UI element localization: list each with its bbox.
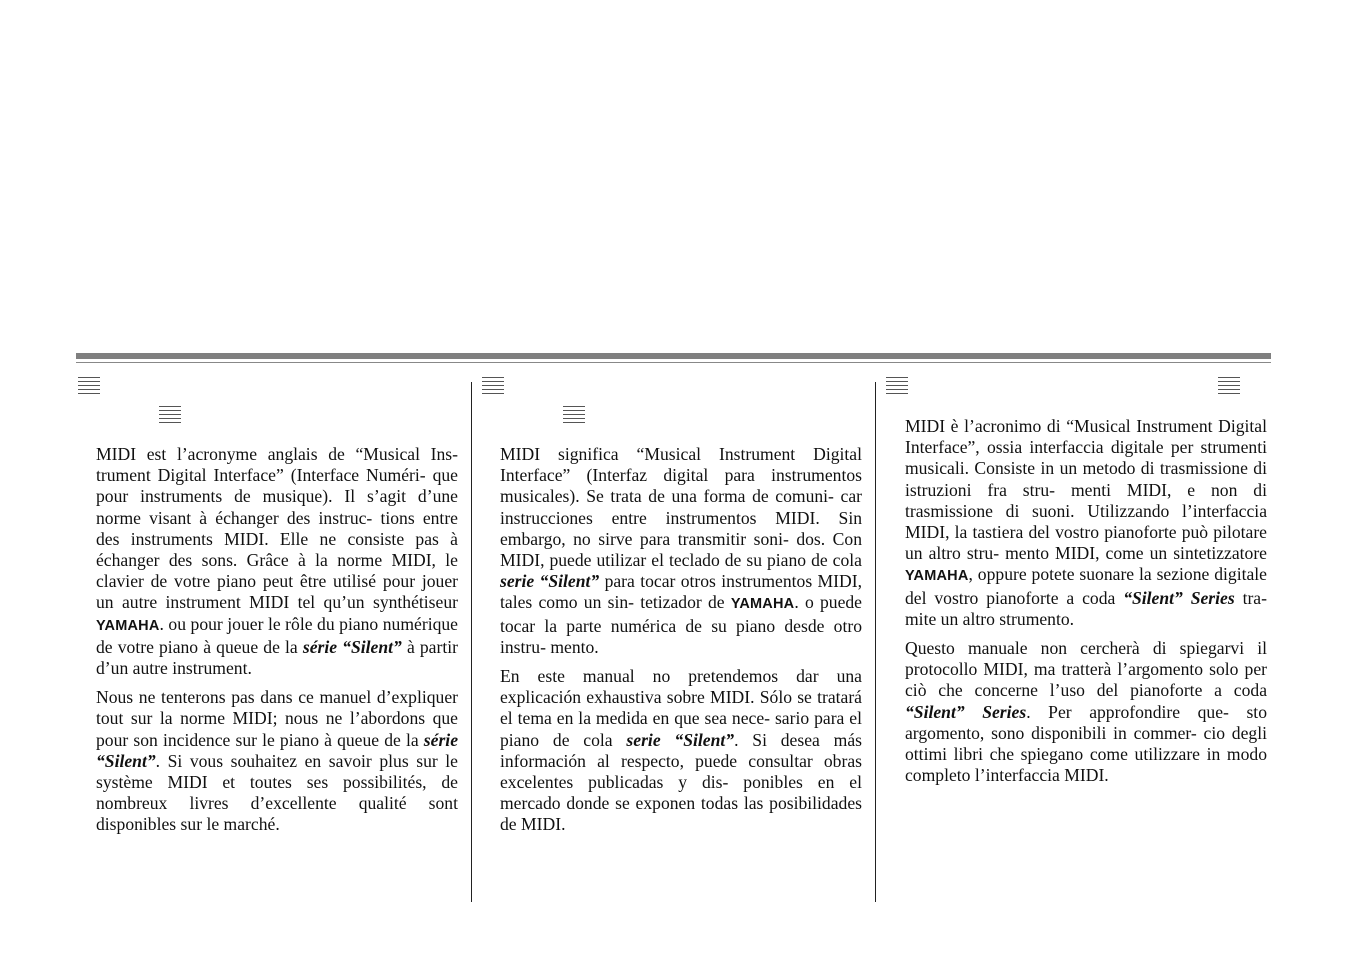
text-run: . Si vous souhaitez en savoir plus sur le système MIDI et toutes ses possibilités, de nombreux livres d’excellente qualité sont disponibles sur le marché. [96,750,458,835]
paragraph [500,666,862,836]
series-name: série “Silent” [302,636,402,657]
header-rule-thick [76,353,1271,359]
lined-note-icon [1218,376,1240,396]
text-run: , oppure potete suonare la sezione digitale del vostro pianoforte a coda [905,564,1267,608]
text-run: Nous ne tenterons pas dans ce manuel d’expliquer tout sur la norme MIDI; nous ne l’abordons que pour son incidence sur le piano à queue de la [96,687,458,750]
paragraph [500,444,862,658]
text-run: para tocar otros instrumentos MIDI, tales como un sin- tetizador de [500,571,862,613]
lined-note-icon [78,376,100,396]
header-rule-thin [76,362,1271,363]
series-name: “Silent” Series [1123,587,1235,608]
text-run: tra- mite un altro strumento. [905,587,1267,629]
lined-note-icon [563,405,585,425]
text-run: MIDI est l’acronyme anglais de “Musical Ins- trument Digital Interface” (Interface Numéri- que pour instruments de musique). Il s’agit d’une norme visant à échanger des instruc- tions entre des instruments MIDI. Elle ne consiste pas à échanger des sons. Grâce à la norme MIDI, le clavier de votre piano peut être utilisé pour jouer un autre instrument MIDI tel qu’un synthétiseur [96,444,458,613]
text-run: Questo manuale non cercherà di spiegarvi il protocollo MIDI, ma tratterà l’argomento solo per ciò che concerne l’uso del pianoforte a coda [905,638,1267,701]
series-name: serie “Silent” [626,729,735,750]
yamaha-brand: YAMAHA [96,617,160,634]
paragraph [96,687,458,835]
paragraph [905,638,1267,786]
text-run: . Per approfondire que- sto argomento, sono disponibili in commer- cio degli ottimi libri che spiegano come utilizzare in modo completo l’interfaccia MIDI. [905,701,1267,786]
text-run: à partir d’un autre instrument. [96,636,458,679]
column-french [96,444,458,844]
column-divider [875,382,876,902]
paragraph [96,444,458,679]
yamaha-brand: YAMAHA [905,568,969,585]
text-run: En este manual no pretendemos dar una explicación exhaustiva sobre MIDI. Sólo se tratará el tema en la medida en que sea nece- sario para el piano de cola [500,666,862,750]
lined-note-icon [159,405,181,425]
yamaha-brand: YAMAHA [730,596,795,613]
column-divider [471,382,472,902]
lined-note-icon [482,376,504,396]
series-name: série “Silent” [96,729,458,771]
paragraph [905,416,1267,630]
text-run: MIDI è l’acronimo di “Musical Instrument Digital Interface”, ossia interfaccia digitale per strumenti musicali. Consiste in un metodo di trasmissione di istruzioni fra stru- menti MIDI, e non di trasmissione di suoni. Utilizzando l’interfaccia MIDI, la tastiera del vostro pianoforte può pilotare un altro stru- mento MIDI, come un sintetizzatore [905,416,1267,564]
column-italian [905,416,1267,794]
column-spanish [500,444,862,844]
series-name: “Silent” Series [905,701,1027,722]
text-run: . Si desea más información al respecto, puede consultar obras excelentes publicadas y dis- ponibles en el mercado donde se exponen todas las posibilidades de MIDI. [500,729,862,835]
text-run: MIDI significa “Musical Instrument Digital Interface” (Interfaz digital para instrumentos musicales). Se trata de una forma de comuni- car instrucciones entre instrumentos MIDI. Sin embargo, no sirve para transmitir soni- dos. Con MIDI, puede utilizar el teclado de su piano de cola [500,444,862,571]
text-run: . o puede tocar la parte numérica de su piano desde otro instru- mento. [500,592,862,657]
lined-note-icon [886,376,908,396]
series-name: serie “Silent” [500,571,600,592]
text-run: . ou pour jouer le rôle du piano numérique de votre piano à queue de la [96,613,458,657]
